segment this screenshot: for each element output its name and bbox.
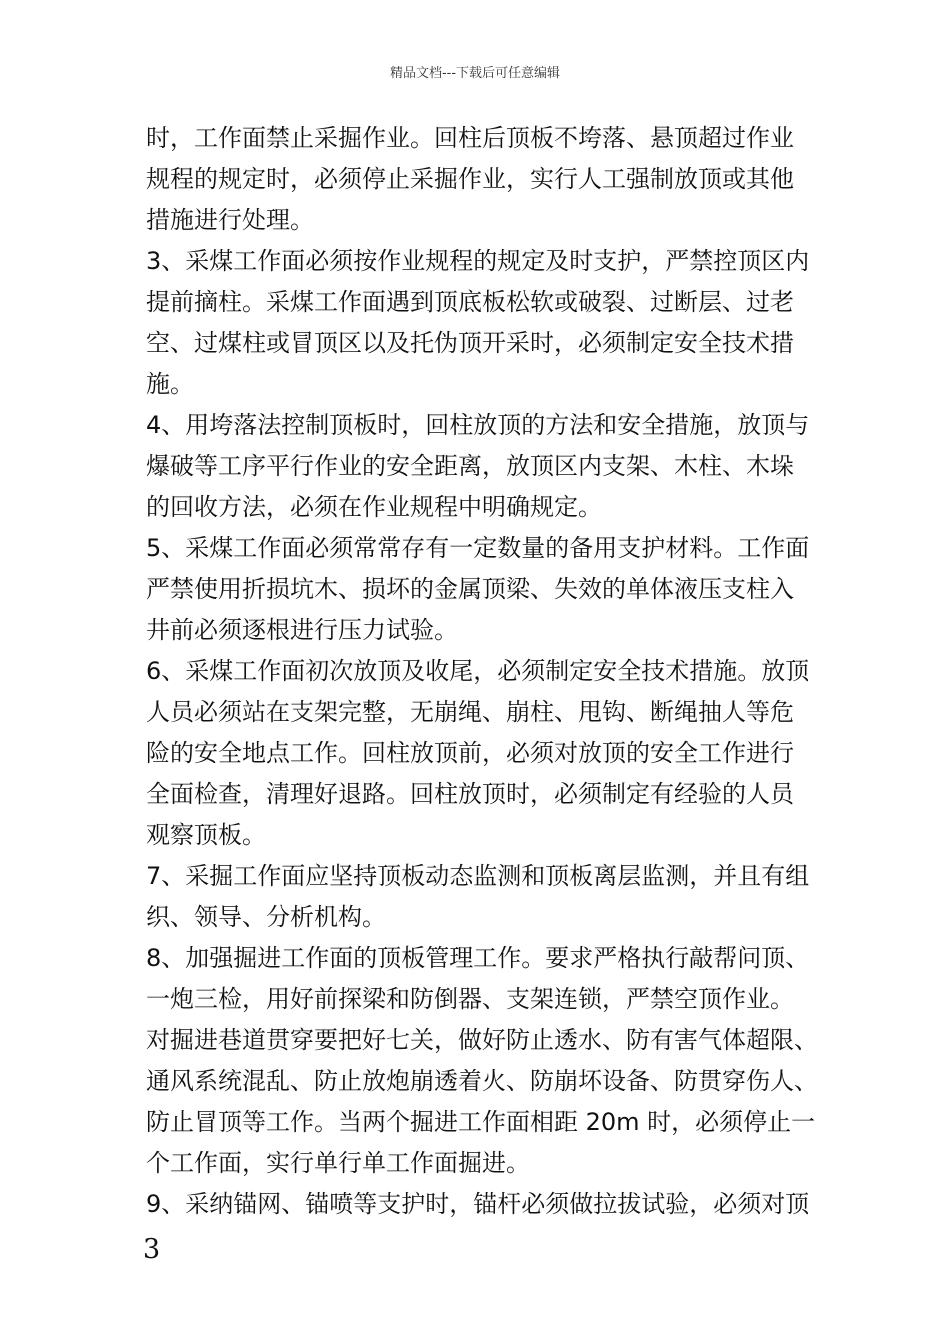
text-line: 通风系统混乱、防止放炮崩透着火、防崩坏设备、防贯穿伤人、 xyxy=(146,1067,818,1095)
text-line: 3、采煤工作面必须按作业规程的规定及时支护，严禁控顶区内 xyxy=(146,247,810,275)
text-line: 时，工作面禁止采掘作业。回柱后顶板不垮落、悬顶超过作业 xyxy=(146,124,794,152)
text-line: 观察顶板。 xyxy=(146,821,266,849)
text-line: 8、加强掘进工作面的顶板管理工作。要求严格执行敲帮问顶、 xyxy=(146,944,810,972)
page-number: 3 xyxy=(143,1234,161,1265)
text-line: 严禁使用折损坑木、损坏的金属顶梁、失效的单体液压支柱入 xyxy=(146,575,794,603)
text-line: 5、采煤工作面必须常常存有一定数量的备用支护材料。工作面 xyxy=(146,534,810,562)
text-line: 全面检查，清理好退路。回柱放顶时，必须制定有经验的人员 xyxy=(146,780,794,808)
text-line: 爆破等工序平行作业的安全距离，放顶区内支架、木柱、木垛 xyxy=(146,452,794,480)
text-line: 个工作面，实行单行单工作面掘进。 xyxy=(146,1149,530,1177)
text-line: 施。 xyxy=(146,370,194,398)
text-line: 的回收方法，必须在作业规程中明确规定。 xyxy=(146,493,602,521)
text-line: 措施进行处理。 xyxy=(146,206,314,234)
text-line: 防止冒顶等工作。当两个掘进工作面相距 20m 时，必须停止一 xyxy=(146,1108,816,1136)
text-line: 织、领导、分析机构。 xyxy=(146,903,386,931)
text-line: 空、过煤柱或冒顶区以及托伪顶开采时，必须制定安全技术措 xyxy=(146,329,794,357)
text-line: 险的安全地点工作。回柱放顶前，必须对放顶的安全工作进行 xyxy=(146,739,794,767)
text-line: 规程的规定时，必须停止采掘作业，实行人工强制放顶或其他 xyxy=(146,165,794,193)
body-text xyxy=(146,118,826,1225)
text-line: 4、用垮落法控制顶板时，回柱放顶的方法和安全措施，放顶与 xyxy=(146,411,810,439)
text-line: 对掘进巷道贯穿要把好七关，做好防止透水、防有害气体超限、 xyxy=(146,1026,818,1054)
text-line: 9、采纳锚网、锚喷等支护时，锚杆必须做拉拔试验，必须对顶 xyxy=(146,1190,810,1218)
text-line: 井前必须逐根进行压力试验。 xyxy=(146,616,458,644)
text-line: 人员必须站在支架完整，无崩绳、崩柱、甩钩、断绳抽人等危 xyxy=(146,698,794,726)
text-line: 6、采煤工作面初次放顶及收尾，必须制定安全技术措施。放顶 xyxy=(146,657,810,685)
text-line: 7、采掘工作面应坚持顶板动态监测和顶板离层监测，并且有组 xyxy=(146,862,810,890)
page-header: 精品文档---下载后可任意编辑 xyxy=(389,66,561,81)
text-line: 提前摘柱。采煤工作面遇到顶底板松软或破裂、过断层、过老 xyxy=(146,288,794,316)
text-line: 一炮三检，用好前探梁和防倒器、支架连锁，严禁空顶作业。 xyxy=(146,985,794,1013)
